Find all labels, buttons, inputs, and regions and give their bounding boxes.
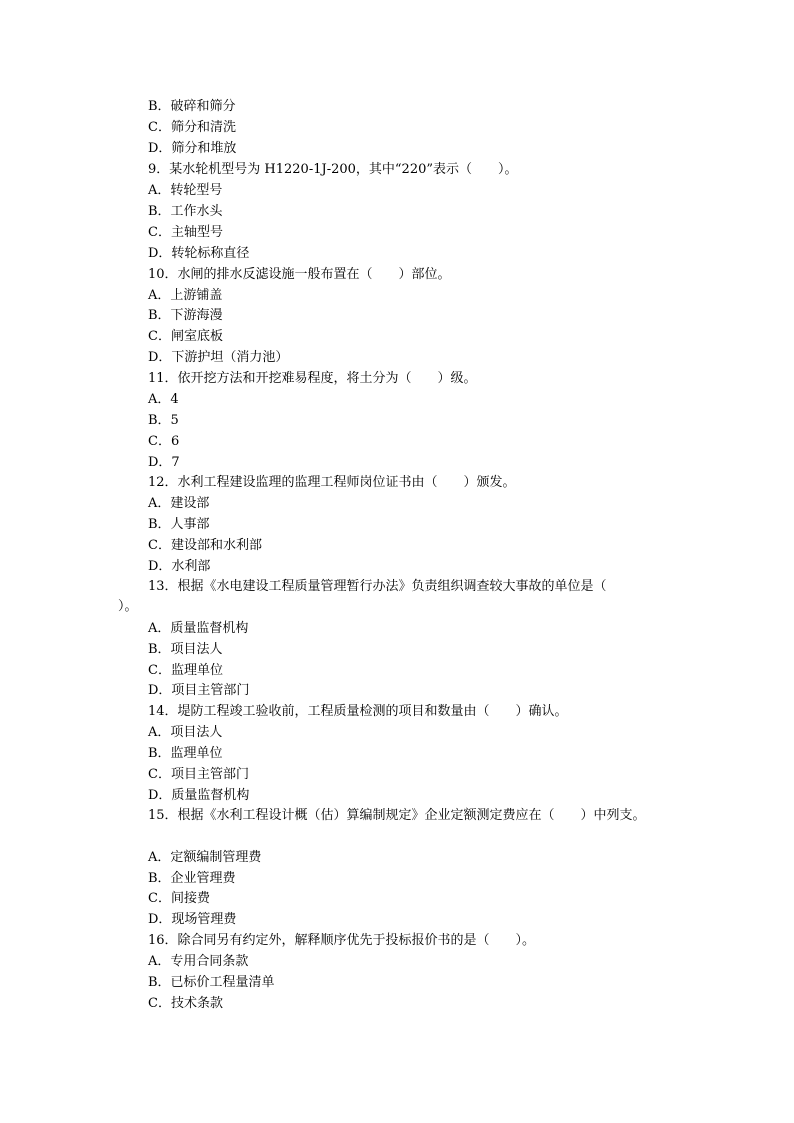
option-8b: B．破碎和筛分 <box>148 99 236 114</box>
question-14: 14．堤防工程竣工验收前，工程质量检测的项目和数量由（ ）确认。 <box>148 704 568 719</box>
question-9: 9．某水轮机型号为 H1220-1J-200，其中“220”表示（ ）。 <box>148 162 518 177</box>
option-15b: B．企业管理费 <box>148 871 236 886</box>
question-11: 11．依开挖方法和开挖难易程度，将土分为（ ）级。 <box>148 371 477 386</box>
option-8c: C．筛分和清洗 <box>148 120 236 135</box>
option-15d: D．现场管理费 <box>148 912 237 927</box>
option-9a: A．转轮型号 <box>148 183 223 198</box>
question-15: 15．根据《水利工程设计概（估）算编制规定》企业定额测定费应在（ ）中列支。 <box>148 808 646 823</box>
option-11a: A．4 <box>148 392 179 407</box>
option-12b: B．人事部 <box>148 517 210 532</box>
option-11b: B．5 <box>148 413 179 428</box>
question-12: 12．水利工程建设监理的监理工程师岗位证书由（ ）颁发。 <box>148 475 516 490</box>
option-11d: D．7 <box>148 455 180 470</box>
option-16c: C．技术条款 <box>148 996 223 1011</box>
option-16b: B．已标价工程量清单 <box>148 975 275 990</box>
option-15a: A．定额编制管理费 <box>148 850 262 865</box>
option-16a: A．专用合同条款 <box>148 954 249 969</box>
option-12a: A．建设部 <box>148 496 210 511</box>
option-9c: C．主轴型号 <box>148 225 223 240</box>
option-13a: A．质量监督机构 <box>148 621 249 636</box>
question-16: 16．除合同另有约定外，解释顺序优先于投标报价书的是（ ）。 <box>148 933 536 948</box>
option-9b: B．工作水头 <box>148 204 223 219</box>
option-14d: D．质量监督机构 <box>148 788 250 803</box>
option-10a: A．上游铺盖 <box>148 288 223 303</box>
option-13b: B．项目法人 <box>148 642 223 657</box>
option-12c: C．建设部和水利部 <box>148 538 262 553</box>
option-11c: C．6 <box>148 434 180 449</box>
question-10: 10．水闸的排水反滤设施一般布置在（ ）部位。 <box>148 267 451 282</box>
option-10d: D．下游护坦（消力池） <box>148 350 289 365</box>
option-13d: D．项目主管部门 <box>148 683 250 698</box>
option-10c: C．闸室底板 <box>148 329 223 344</box>
option-10b: B．下游海漫 <box>148 308 223 323</box>
option-14c: C．项目主管部门 <box>148 767 249 782</box>
option-8d: D．筛分和堆放 <box>148 141 237 156</box>
option-14b: B．监理单位 <box>148 746 223 761</box>
option-13c: C．监理单位 <box>148 663 223 678</box>
question-13: 13．根据《水电建设工程质量管理暂行办法》负责组织调查较大事故的单位是（ <box>148 579 607 594</box>
question-13-continued: ）。 <box>118 599 138 614</box>
option-15c: C．间接费 <box>148 891 210 906</box>
option-14a: A．项目法人 <box>148 725 223 740</box>
option-12d: D．水利部 <box>148 559 211 574</box>
option-9d: D．转轮标称直径 <box>148 246 250 261</box>
